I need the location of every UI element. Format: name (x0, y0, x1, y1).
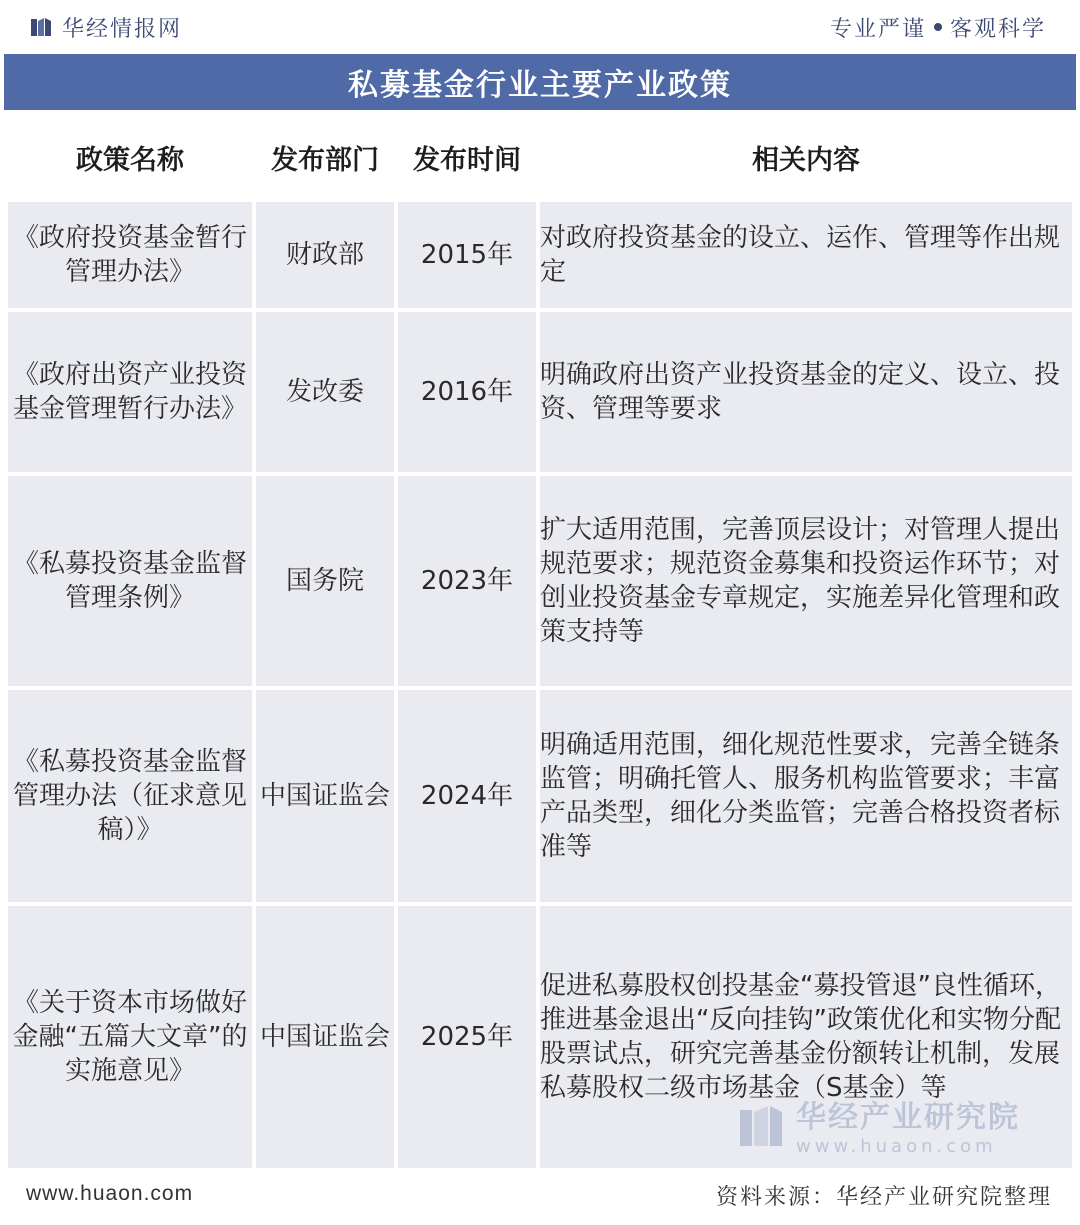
slogan (830, 12, 1046, 42)
column-header-content: 相关内容 (540, 116, 1072, 198)
policy-dept: 中国证监会 (256, 906, 394, 1168)
watermark-text (796, 1092, 1020, 1157)
policy-date: 2016年 (398, 312, 536, 472)
page-title: 私募基金行业主要产业政策 (4, 54, 1076, 110)
huajing-logo-icon (30, 16, 52, 38)
slogan-right: 客观科学 (949, 16, 1046, 42)
policy-date: 2015年 (398, 202, 536, 308)
footer-source: 资料来源：华经产业研究院整理 (715, 1185, 1052, 1210)
policy-date: 2025年 (398, 906, 536, 1168)
policy-content: 扩大适用范围，完善顶层设计；对管理人提出规范要求；规范资金募集和投资运作环节；对创业投资基金专章规定，实施差异化管理和政策支持等 (540, 476, 1072, 686)
huajing-research-logo-icon (738, 1102, 784, 1148)
policy-content: 明确适用范围，细化规范性要求，完善全链条监管；明确托管人、服务机构监管要求；丰富产品类型，细化分类监管；完善合格投资者标准等 (540, 690, 1072, 902)
watermark-name: 华经产业研究院 (796, 1100, 1020, 1135)
footer (0, 1168, 1080, 1225)
policy-name: 《关于资本市场做好金融“五篇大文章”的实施意见》 (8, 906, 252, 1168)
policy-table (4, 112, 1076, 1172)
table-row (8, 202, 1072, 308)
separator-dot-icon (934, 23, 942, 31)
policy-date: 2023年 (398, 476, 536, 686)
policy-name: 《私募投资基金监督管理条例》 (8, 476, 252, 686)
table-header-row (8, 116, 1072, 198)
table-row (8, 476, 1072, 686)
policy-content: 明确政府出资产业投资基金的定义、设立、投资、管理等要求 (540, 312, 1072, 472)
top-bar (0, 0, 1080, 52)
policy-content: 对政府投资基金的设立、运作、管理等作出规定 (540, 202, 1072, 308)
policy-date: 2024年 (398, 690, 536, 902)
table-row (8, 312, 1072, 472)
column-header-date: 发布时间 (398, 116, 536, 198)
policy-dept: 中国证监会 (256, 690, 394, 902)
brand (30, 12, 182, 42)
policy-name: 《政府出资产业投资基金管理暂行办法》 (8, 312, 252, 472)
brand-name: 华经情报网 (62, 16, 183, 42)
policy-name: 《政府投资基金暂行管理办法》 (8, 202, 252, 308)
column-header-name: 政策名称 (8, 116, 252, 198)
policy-dept: 国务院 (256, 476, 394, 686)
watermark-url: www.huaon.com (796, 1136, 997, 1157)
policy-dept: 发改委 (256, 312, 394, 472)
policy-dept: 财政部 (256, 202, 394, 308)
table-row (8, 690, 1072, 902)
slogan-left: 专业严谨 (829, 16, 926, 42)
policy-content: 促进私募股权创投基金“募投管退”良性循环，推进基金退出“反向挂钩”政策优化和实物分配股票试点，研究完善基金份额转让机制，发展私募股权二级市场基金（S基金）等 (540, 906, 1072, 1168)
watermark (738, 1092, 1020, 1157)
policy-name: 《私募投资基金监督管理办法（征求意见稿）》 (8, 690, 252, 902)
column-header-dept: 发布部门 (256, 116, 394, 198)
footer-url-link[interactable]: www.huaon.com (26, 1182, 194, 1205)
